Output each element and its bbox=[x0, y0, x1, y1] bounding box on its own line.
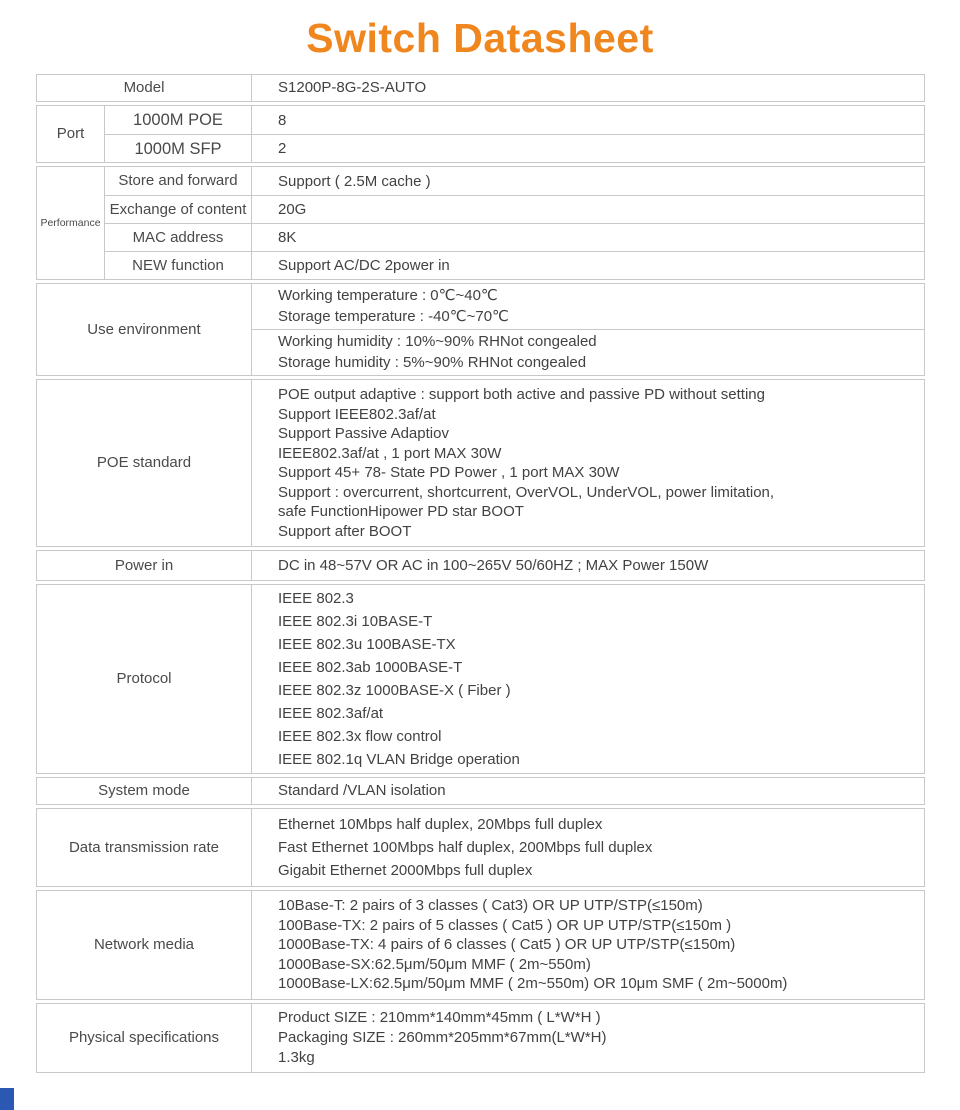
row-group-label: Performance bbox=[37, 167, 105, 279]
row-label: Protocol bbox=[37, 585, 252, 773]
row-label: POE standard bbox=[37, 380, 252, 546]
row-sublabel: MAC address bbox=[105, 224, 252, 251]
section-power-in bbox=[36, 550, 925, 581]
cell-value bbox=[252, 551, 924, 580]
row-group-label: Port bbox=[37, 106, 105, 162]
row-label: Physical specifications bbox=[37, 1004, 252, 1072]
cell-value-line: 1000Base-SX:62.5μm/50μm MMF ( 2m~550m) bbox=[278, 955, 591, 973]
table-row bbox=[105, 251, 924, 279]
cell-value bbox=[252, 809, 924, 886]
cell-value bbox=[252, 1004, 924, 1072]
table-row bbox=[105, 134, 924, 162]
cell-value: 8K bbox=[278, 229, 297, 246]
cell-value-line: Packaging SIZE : 260mm*205mm*67mm(L*W*H) bbox=[278, 1028, 607, 1046]
section-use-environment bbox=[36, 283, 925, 376]
cell-value-line: IEEE 802.3x flow control bbox=[278, 728, 442, 745]
cell-value-line: Support : overcurrent, shortcurrent, OverVOL, UnderVOL, power limitation, bbox=[278, 483, 775, 501]
table-row bbox=[105, 167, 924, 195]
page-title: Switch Datasheet bbox=[306, 15, 654, 61]
cell-value-line: 100Base-TX: 2 pairs of 5 classes ( Cat5 ) OR UP UTP/STP(≤150m ) bbox=[278, 916, 732, 934]
section-system-mode bbox=[36, 777, 925, 805]
row-label: Model bbox=[37, 75, 252, 101]
cell-value-line: POE output adaptive : support both active and passive PD without setting bbox=[278, 386, 765, 403]
table-row bbox=[252, 284, 924, 329]
row-group-rows bbox=[252, 284, 924, 375]
cell-value bbox=[252, 891, 924, 999]
cell-value-line: 1000Base-LX:62.5μm/50μm MMF ( 2m~550m) OR 10μm SMF ( 2m~5000m) bbox=[278, 975, 788, 992]
cell-value bbox=[252, 380, 924, 546]
cell-value-line: IEEE 802.3ab 1000BASE-T bbox=[278, 659, 463, 676]
table-row bbox=[105, 223, 924, 251]
cell-value-line: IEEE 802.3i 10BASE-T bbox=[278, 613, 433, 630]
cell-value-line: IEEE 802.3 bbox=[278, 590, 354, 607]
cell-value: 2 bbox=[278, 140, 287, 157]
row-label: Network media bbox=[37, 891, 252, 999]
cell-value-line: IEEE 802.3af/at bbox=[278, 705, 384, 722]
row-label: Use environment bbox=[37, 284, 252, 375]
table-row bbox=[252, 329, 924, 375]
cell-value-line: Storage humidity : 5%~90% RHNot congealed bbox=[278, 353, 587, 371]
cell-value-line: Working humidity : 10%~90% RHNot congealed bbox=[278, 333, 597, 350]
cell-value-line: safe FunctionHipower PD star BOOT bbox=[278, 503, 524, 520]
section-poe-standard bbox=[36, 379, 925, 547]
cell-value-line: S1200P-8G-2S-AUTO bbox=[278, 79, 427, 96]
cell-value: Support ( 2.5M cache ) bbox=[278, 172, 431, 190]
cell-value-line: Product SIZE : 210mm*140mm*45mm ( L*W*H ) bbox=[278, 1008, 601, 1026]
row-sublabel: Exchange of content bbox=[105, 196, 252, 223]
cell-value bbox=[252, 778, 924, 804]
cell-value-line: DC in 48~57V OR AC in 100~265V 50/60HZ ; MAX Power 150W bbox=[278, 556, 709, 574]
cell-value-line: 1000Base-TX: 4 pairs of 6 classes ( Cat5 ) OR UP UTP/STP(≤150m) bbox=[278, 936, 736, 953]
row-group-rows bbox=[105, 167, 924, 279]
cell-value-line: 10Base-T: 2 pairs of 3 classes ( Cat3) OR UP UTP/STP(≤150m) bbox=[278, 897, 703, 914]
cell-value-line: IEEE 802.3z 1000BASE-X ( Fiber ) bbox=[278, 682, 511, 699]
row-sublabel: 1000M POE bbox=[105, 106, 252, 134]
section-data-transmission-rate bbox=[36, 808, 925, 887]
section-network-media bbox=[36, 890, 925, 1000]
cell-value: Support AC/DC 2power in bbox=[278, 257, 450, 274]
cell-value: 8 bbox=[278, 111, 287, 129]
row-sublabel: Store and forward bbox=[105, 167, 252, 195]
spec-table bbox=[36, 74, 925, 1073]
section-model bbox=[36, 74, 925, 102]
cell-value-line: IEEE 802.3u 100BASE-TX bbox=[278, 636, 456, 653]
corner-accent-mark bbox=[0, 1088, 14, 1110]
cell-value bbox=[252, 75, 924, 101]
cell-value-line: Standard /VLAN isolation bbox=[278, 782, 446, 799]
cell-value-line: IEEE802.3af/at , 1 port MAX 30W bbox=[278, 444, 502, 462]
cell-value-line: Fast Ethernet 100Mbps half duplex, 200Mbps full duplex bbox=[278, 839, 653, 856]
row-label: Data transmission rate bbox=[37, 809, 252, 886]
cell-value-line: Working temperature : 0℃~40℃ bbox=[278, 287, 498, 304]
cell-value-line: 1.3kg bbox=[278, 1048, 315, 1066]
row-label: System mode bbox=[37, 778, 252, 804]
section-protocol bbox=[36, 584, 925, 774]
page-header bbox=[0, 0, 960, 74]
cell-value-line: Storage temperature : -40℃~70℃ bbox=[278, 307, 509, 325]
cell-value: 20G bbox=[278, 201, 307, 218]
cell-value-line: Gigabit Ethernet 2000Mbps full duplex bbox=[278, 862, 533, 879]
section-performance bbox=[36, 166, 925, 280]
row-sublabel: NEW function bbox=[105, 252, 252, 279]
section-physical-specifications bbox=[36, 1003, 925, 1073]
table-row bbox=[105, 195, 924, 223]
table-row bbox=[105, 106, 924, 134]
cell-value-line: Ethernet 10Mbps half duplex, 20Mbps full duplex bbox=[278, 816, 603, 833]
cell-value-line: Support 45+ 78- State PD Power , 1 port MAX 30W bbox=[278, 464, 620, 481]
row-sublabel: 1000M SFP bbox=[105, 135, 252, 162]
section-port bbox=[36, 105, 925, 163]
cell-value bbox=[252, 585, 924, 773]
cell-value-line: Support Passive Adaptiov bbox=[278, 425, 449, 442]
cell-value-line: Support IEEE802.3af/at bbox=[278, 405, 436, 423]
row-group-rows bbox=[105, 106, 924, 162]
cell-value-line: IEEE 802.1q VLAN Bridge operation bbox=[278, 751, 520, 768]
cell-value-line: Support after BOOT bbox=[278, 522, 412, 540]
row-label: Power in bbox=[37, 551, 252, 580]
